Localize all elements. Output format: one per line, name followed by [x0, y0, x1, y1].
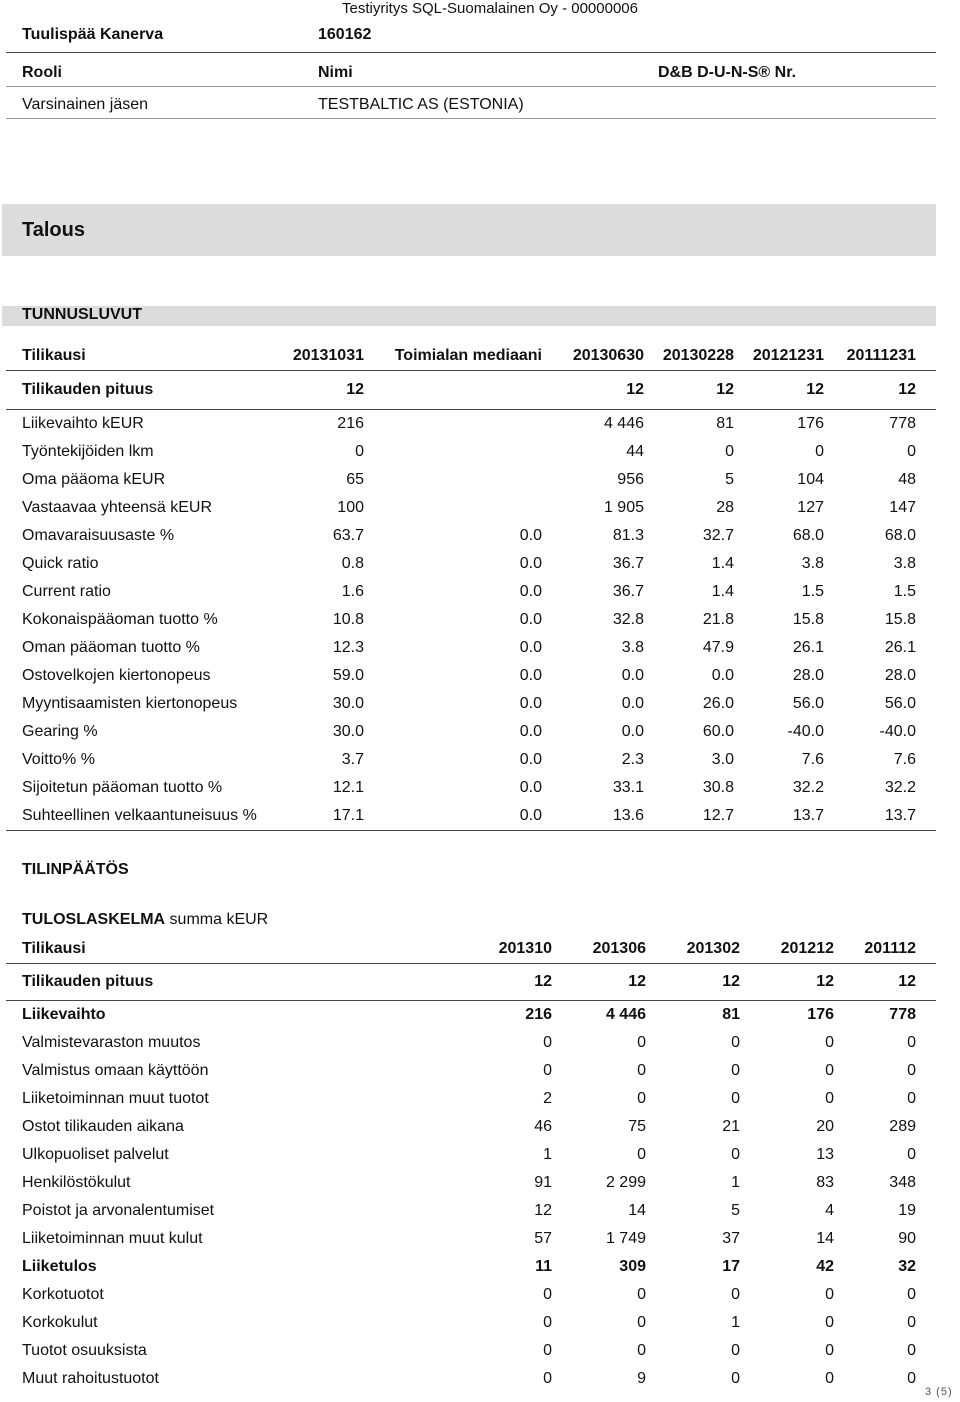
cell-value: 81.3	[612, 527, 644, 544]
cell-value: 7.6	[893, 751, 916, 768]
cell-value: 13.6	[612, 807, 644, 824]
cell-value: 348	[889, 1174, 916, 1191]
cell-value: 12	[644, 371, 734, 410]
cell-value: 12.7	[702, 807, 734, 824]
cell-value: 3.0	[711, 751, 734, 768]
cell-value: 0.0	[621, 695, 644, 712]
cell-value: 0	[543, 1034, 552, 1051]
table-row	[6, 1169, 936, 1197]
cell-value: 12	[734, 371, 824, 410]
row-label: Tuotot osuuksista	[22, 1342, 147, 1359]
cell-value: 0	[907, 1034, 916, 1051]
table-row	[6, 1365, 936, 1393]
cell-value: 7.6	[801, 751, 824, 768]
cell-value: 147	[889, 499, 916, 516]
cell-value: 0	[637, 1146, 646, 1163]
section-title: Talous	[22, 219, 85, 241]
row-label: Kokonaispääoman tuotto %	[22, 611, 218, 628]
cell-value: 3.8	[893, 555, 916, 572]
cell-value: 0	[907, 443, 916, 460]
cell-value	[378, 466, 556, 494]
cell-value: 46	[534, 1118, 552, 1135]
tunnusluvut-title: TUNNUSLUVUT	[22, 306, 142, 323]
cell-value: 26.1	[884, 639, 916, 656]
table-row	[6, 1057, 936, 1085]
cell-value: 0	[543, 1342, 552, 1359]
cell-value: 83	[816, 1174, 834, 1191]
cell-value: 1 905	[603, 499, 644, 516]
cell-value: 1.4	[711, 583, 734, 600]
row-label: Muut rahoitustuotot	[22, 1370, 159, 1387]
cell-value	[378, 371, 556, 410]
cell-value: 0	[825, 1342, 834, 1359]
cell-value: 20130630	[572, 347, 644, 364]
cell-value: 201112	[864, 940, 916, 957]
role-row-rule	[6, 118, 936, 119]
cell-value: 13	[816, 1146, 834, 1163]
cell-value: 4 446	[552, 1001, 646, 1030]
cell-value: 68.0	[792, 527, 824, 544]
subsection-band	[2, 306, 936, 326]
cell-value: 0	[731, 1286, 740, 1303]
table-row	[6, 662, 936, 690]
cell-value: 176	[734, 410, 824, 439]
cell-value: 12	[834, 964, 936, 1001]
cell-value: 100	[337, 499, 364, 516]
cell-value: 17	[722, 1258, 740, 1275]
cell-value: 20111231	[846, 347, 916, 364]
role-header: Rooli	[22, 64, 62, 81]
cell-value: 0	[825, 1314, 834, 1331]
cell-value: 37	[722, 1230, 740, 1247]
cell-value: 956	[617, 471, 644, 488]
cell-value: -40.0	[787, 723, 824, 740]
cell-value: 44	[626, 443, 644, 460]
cell-value: 0	[731, 1034, 740, 1051]
cell-value: 1	[731, 1174, 740, 1191]
table-row	[6, 1337, 936, 1365]
cell-value: 0	[543, 1062, 552, 1079]
table-row	[6, 802, 936, 831]
cell-value: 0	[731, 1342, 740, 1359]
cell-value: 0.0	[519, 723, 542, 740]
cell-value: 0	[637, 1342, 646, 1359]
cell-value: 28	[716, 499, 734, 516]
row-label: Henkilöstökulut	[22, 1174, 131, 1191]
cell-value: 19	[898, 1202, 916, 1219]
cell-value: 0.0	[621, 723, 644, 740]
cell-value: -40.0	[879, 723, 916, 740]
cell-value: 0.0	[711, 667, 734, 684]
cell-value: 12	[266, 371, 378, 410]
cell-value: 2	[543, 1090, 552, 1107]
cell-value: 2.3	[621, 751, 644, 768]
section-band	[2, 204, 936, 256]
cell-value: 12.1	[332, 779, 364, 796]
row-label: Oman pääoman tuotto %	[22, 639, 200, 656]
cell-value: Toimialan mediaani	[394, 347, 542, 364]
cell-value: 26.0	[702, 695, 734, 712]
cell-value: 0	[731, 1062, 740, 1079]
table-row	[6, 1309, 936, 1337]
cell-value: 21.8	[702, 611, 734, 628]
cell-value: 81	[644, 410, 734, 439]
role-value: Varsinainen jäsen	[22, 96, 149, 113]
cell-value: 20	[816, 1118, 834, 1135]
row-label: Tilikausi	[22, 347, 86, 364]
table-row	[6, 634, 936, 662]
cell-value: 90	[898, 1230, 916, 1247]
table-row	[6, 1225, 936, 1253]
cell-value: 81	[646, 1001, 740, 1030]
cell-value: 32.2	[792, 779, 824, 796]
table-row	[6, 522, 936, 550]
name-header: Nimi	[318, 64, 353, 81]
name-value: TESTBALTIC AS (ESTONIA)	[318, 96, 524, 113]
cell-value: 12	[534, 1202, 552, 1219]
cell-value: 1.5	[801, 583, 824, 600]
table-row	[6, 1001, 936, 1030]
duns-header: D&B D-U-N-S® Nr.	[658, 64, 797, 81]
cell-value: 0	[637, 1314, 646, 1331]
tilinpaatos-title: TILINPÄÄTÖS	[22, 861, 129, 878]
row-label: Ulkopuoliset palvelut	[22, 1146, 169, 1163]
cell-value: 0.0	[519, 695, 542, 712]
cell-value: 0	[825, 1090, 834, 1107]
cell-value: 0	[637, 1286, 646, 1303]
row-label: Valmistus omaan käyttöön	[22, 1062, 209, 1079]
income-statement-subtitle	[22, 911, 268, 929]
cell-value: 14	[816, 1230, 834, 1247]
cell-value: 15.8	[792, 611, 824, 628]
income-statement-unit: summa kEUR	[165, 911, 269, 928]
cell-value: 20131031	[292, 347, 364, 364]
cell-value: 12	[646, 964, 740, 1001]
cell-value: 32	[898, 1258, 916, 1275]
cell-value: 30.0	[332, 723, 364, 740]
table-row	[6, 746, 936, 774]
cell-value: 12	[446, 964, 552, 1001]
row-label: Valmistevaraston muutos	[22, 1034, 201, 1051]
cell-value: 0	[907, 1090, 916, 1107]
cell-value: 0	[825, 1034, 834, 1051]
cell-value: 0.0	[519, 807, 542, 824]
table-row	[6, 494, 936, 522]
cell-value: 65	[346, 471, 364, 488]
table-row	[6, 578, 936, 606]
row-label: Poistot ja arvonalentumiset	[22, 1202, 215, 1219]
table-row	[6, 410, 936, 439]
period-length-row	[6, 964, 936, 1001]
row-label: Liikevaihto	[6, 1001, 446, 1030]
cell-value: 32.8	[612, 611, 644, 628]
row-label: Liiketulos	[22, 1258, 97, 1275]
cell-value: 289	[889, 1118, 916, 1135]
cell-value: 12	[556, 371, 644, 410]
table-row	[6, 606, 936, 634]
row-label: Myyntisaamisten kiertonopeus	[22, 695, 238, 712]
cell-value: 2 299	[605, 1174, 646, 1191]
cell-value: 20121231	[752, 347, 824, 364]
cell-value: 15.8	[884, 611, 916, 628]
cell-value: 0	[637, 1062, 646, 1079]
table-row	[6, 690, 936, 718]
cell-value: 201306	[592, 940, 646, 957]
cell-value: 17.1	[332, 807, 364, 824]
cell-value: 0.8	[341, 555, 364, 572]
cell-value	[378, 494, 556, 522]
cell-value: 309	[619, 1258, 646, 1275]
income-statement-label: TULOSLASKELMA	[22, 911, 166, 928]
cell-value: 30.0	[332, 695, 364, 712]
cell-value: 216	[446, 1001, 552, 1030]
cell-value: 0	[907, 1146, 916, 1163]
cell-value: 0	[637, 1034, 646, 1051]
cell-value: 28.0	[792, 667, 824, 684]
cell-value: 91	[534, 1174, 552, 1191]
cell-value: 30.8	[702, 779, 734, 796]
cell-value: 48	[898, 471, 916, 488]
table-row	[6, 1029, 936, 1057]
cell-value	[378, 438, 556, 466]
cell-value: 4 446	[556, 410, 644, 439]
cell-value: 0	[725, 443, 734, 460]
cell-value: 12	[740, 964, 834, 1001]
table-header-row	[6, 342, 936, 371]
cell-value: 0.0	[519, 667, 542, 684]
cell-value: 0	[543, 1314, 552, 1331]
cell-value: 0	[825, 1286, 834, 1303]
cell-value: 0	[907, 1370, 916, 1387]
row-label: Quick ratio	[22, 555, 99, 572]
table-row	[6, 550, 936, 578]
cell-value: 0	[907, 1062, 916, 1079]
cell-value: 0.0	[519, 779, 542, 796]
row-label: Omavaraisuusaste %	[22, 527, 175, 544]
row-label: Gearing %	[22, 723, 98, 740]
cell-value: 12.3	[332, 639, 364, 656]
row-label: Korkokulut	[22, 1314, 98, 1331]
table-row	[6, 438, 936, 466]
cell-value: 0	[355, 443, 364, 460]
cell-value: 75	[628, 1118, 646, 1135]
cell-value: 36.7	[612, 555, 644, 572]
row-label: Ostovelkojen kiertonopeus	[22, 667, 211, 684]
table-row	[6, 774, 936, 802]
row-label: Liikevaihto kEUR	[6, 410, 266, 439]
cell-value: 20130228	[662, 347, 734, 364]
table-row	[6, 466, 936, 494]
cell-value: 5	[725, 471, 734, 488]
cell-value: 0	[731, 1090, 740, 1107]
cell-value: 4	[825, 1202, 834, 1219]
cell-value: 0	[543, 1370, 552, 1387]
cell-value: 0	[907, 1342, 916, 1359]
table-header-row	[6, 935, 936, 964]
key-figures-table	[6, 342, 936, 831]
cell-value: 0.0	[621, 667, 644, 684]
cell-value: 176	[740, 1001, 834, 1030]
row-label: Sijoitetun pääoman tuotto %	[22, 779, 223, 796]
row-label: Korkotuotot	[22, 1286, 104, 1303]
cell-value: 0.0	[519, 583, 542, 600]
cell-value: 21	[722, 1118, 740, 1135]
cell-value: 59.0	[332, 667, 364, 684]
cell-value: 28.0	[884, 667, 916, 684]
cell-value: 68.0	[884, 527, 916, 544]
table-row	[6, 718, 936, 746]
cell-value: 13.7	[792, 807, 824, 824]
cell-value: 3.8	[621, 639, 644, 656]
cell-value: 10.8	[332, 611, 364, 628]
cell-value: 47.9	[702, 639, 734, 656]
cell-value: 3.7	[341, 751, 364, 768]
cell-value: 0	[731, 1370, 740, 1387]
cell-value: 104	[797, 471, 824, 488]
table-row	[6, 1141, 936, 1169]
person-id: 160162	[318, 26, 372, 43]
cell-value: 1.6	[341, 583, 364, 600]
cell-value: 1 749	[605, 1230, 646, 1247]
row-label: Current ratio	[22, 583, 111, 600]
row-label: Tilikausi	[22, 940, 86, 957]
row-label: Oma pääoma kEUR	[22, 471, 166, 488]
cell-value: 0.0	[519, 527, 542, 544]
row-label: Liiketoiminnan muut tuotot	[22, 1090, 209, 1107]
cell-value: 56.0	[884, 695, 916, 712]
cell-value: 63.7	[332, 527, 364, 544]
page-number: 3 (5)	[925, 1386, 953, 1398]
row-label: Voitto% %	[22, 751, 95, 768]
cell-value: 0	[825, 1370, 834, 1387]
cell-value: 1	[543, 1146, 552, 1163]
cell-value: 0	[731, 1146, 740, 1163]
person-name: Tuulispää Kanerva	[22, 26, 164, 43]
cell-value: 0	[825, 1062, 834, 1079]
cell-value: 0	[907, 1286, 916, 1303]
cell-value: 201302	[686, 940, 740, 957]
cell-value: 0	[815, 443, 824, 460]
table-row	[6, 1197, 936, 1225]
cell-value: 778	[824, 410, 936, 439]
cell-value: 201310	[498, 940, 552, 957]
table-row	[6, 1253, 936, 1281]
cell-value: 201212	[780, 940, 834, 957]
period-length-row	[6, 371, 936, 410]
cell-value: 0.0	[519, 555, 542, 572]
cell-value: 9	[637, 1370, 646, 1387]
cell-value: 0	[543, 1286, 552, 1303]
cell-value: 26.1	[792, 639, 824, 656]
cell-value: 0	[637, 1090, 646, 1107]
cell-value: 127	[797, 499, 824, 516]
cell-value: 5	[731, 1202, 740, 1219]
cell-value: 12	[824, 371, 936, 410]
cell-value: 57	[534, 1230, 552, 1247]
table-row	[6, 1281, 936, 1309]
table-row	[6, 1085, 936, 1113]
header-rule	[6, 52, 936, 53]
cell-value: 216	[266, 410, 378, 439]
row-label: Tilikauden pituus	[6, 371, 266, 410]
row-label: Ostot tilikauden aikana	[22, 1118, 184, 1135]
cell-value: 36.7	[612, 583, 644, 600]
cell-value: 42	[816, 1258, 834, 1275]
cell-value: 3.8	[801, 555, 824, 572]
role-header-rule	[6, 86, 936, 87]
cell-value: 1.5	[893, 583, 916, 600]
row-label: Liiketoiminnan muut kulut	[22, 1230, 203, 1247]
cell-value: 1	[731, 1314, 740, 1331]
cell-value: 0	[907, 1314, 916, 1331]
cell-value: 14	[628, 1202, 646, 1219]
cell-value: 0.0	[519, 751, 542, 768]
cell-value	[378, 410, 556, 439]
row-label: Työntekijöiden lkm	[22, 443, 154, 460]
cell-value: 32.2	[884, 779, 916, 796]
cell-value: 1.4	[711, 555, 734, 572]
company-header: Testiyritys SQL-Suomalainen Oy - 00000006	[342, 0, 638, 17]
cell-value: 60.0	[702, 723, 734, 740]
row-label: Tilikauden pituus	[6, 964, 446, 1001]
cell-value: 13.7	[884, 807, 916, 824]
row-label: Suhteellinen velkaantuneisuus %	[22, 807, 257, 824]
cell-value: 778	[834, 1001, 936, 1030]
cell-value: 33.1	[612, 779, 644, 796]
income-statement-table	[6, 935, 936, 1393]
cell-value: 11	[535, 1258, 552, 1275]
cell-value: 56.0	[792, 695, 824, 712]
row-label: Vastaavaa yhteensä kEUR	[22, 499, 213, 516]
cell-value: 32.7	[702, 527, 734, 544]
cell-value: 0.0	[519, 611, 542, 628]
cell-value: 12	[552, 964, 646, 1001]
cell-value: 0.0	[519, 639, 542, 656]
table-row	[6, 1113, 936, 1141]
